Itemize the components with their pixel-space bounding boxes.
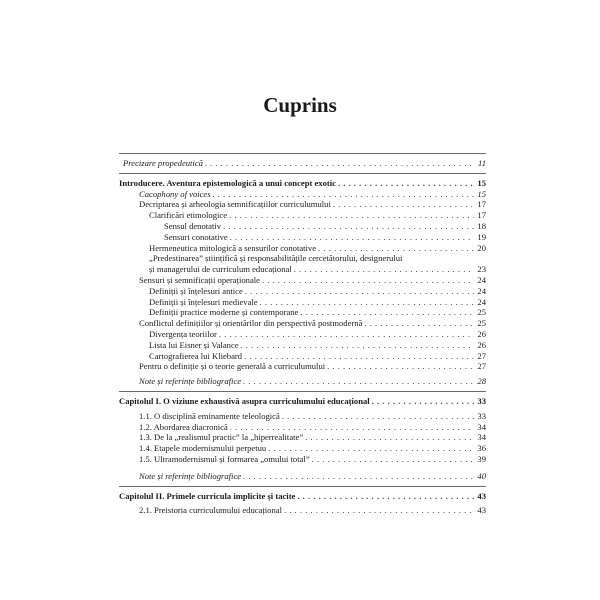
toc-entry[interactable]: Conflictul definițiilor și orientărilor din perspectivă postmodernă . . . 25 [119, 318, 486, 329]
toc-entry[interactable]: 1.5. Ultramodernismul și formarea „omului total” . . . 39 [119, 454, 486, 465]
toc-entry-chapter-1[interactable]: Capitolul I. O viziune exhaustivă asupra curriculumului educațional . . . 33 [119, 396, 486, 407]
toc-entry[interactable]: Cartografierea lui Kliebard . . . 27 [119, 351, 486, 362]
toc-entry-notes[interactable]: Note și referințe bibliografice . . . 28 [119, 376, 486, 387]
toc-entry-introduction[interactable]: Introducere. Aventura epistemologică a unui concept exotic . . . 15 [119, 178, 486, 189]
toc-entry[interactable]: Pentru o definiție și o teorie generală a curriculumului . . . 27 [119, 361, 486, 372]
toc-entry[interactable]: 1.2. Abordarea diacronică . . . 34 [119, 422, 486, 433]
toc-entry[interactable]: Sensuri conotative . . . 19 [119, 232, 486, 243]
table-of-contents [119, 153, 486, 516]
toc-entry[interactable]: „Predestinarea” științifică și responsabilitățile cercetătorului, designerului [149, 253, 403, 264]
toc-entry[interactable]: Lista lui Eisner și Valance . . . 26 [119, 340, 486, 351]
toc-entry[interactable]: Hermeneutica mitologică a sensurilor conotative . . . 20 [119, 243, 486, 254]
toc-entry[interactable]: 1.4. Etapele modernismului perpetuu . . . 36 [119, 443, 486, 454]
toc-entry-chapter-2[interactable]: Capitolul II. Primele curricula implicite și tacite . . . 43 [119, 491, 486, 502]
toc-entry[interactable]: Definiții și înțelesuri antice . . . 24 [119, 286, 486, 297]
toc-entry[interactable]: Definiții și înțelesuri medievale . . . 24 [119, 297, 486, 308]
toc-entry[interactable]: 1.1. O disciplină eminamente teleologică . . . 33 [119, 411, 486, 422]
page-title: Cuprins [263, 93, 337, 117]
toc-entry[interactable]: Cacophony of voices . . . 15 [119, 189, 486, 200]
toc-entry[interactable]: Divergența teoriilor . . . 26 [119, 329, 486, 340]
toc-entry[interactable]: Definiții practice moderne și contemporane . . . 25 [119, 307, 486, 318]
toc-entry[interactable]: și managerului de curriculum educațional . . . 23 [119, 264, 486, 275]
toc-entry[interactable]: Decriptarea și arheologia semnificațiilor curriculumului . . . 17 [119, 199, 486, 210]
toc-entry[interactable]: 2.1. Preistoria curriculumului educațional . . . 43 [119, 505, 486, 516]
toc-entry[interactable]: Sensuri și semnificații operaționale . . . 24 [119, 275, 486, 286]
toc-entry[interactable]: Sensul denotativ . . . 18 [119, 221, 486, 232]
toc-entry-preface[interactable]: Precizare propedeutică . . . 11 [119, 158, 486, 169]
toc-entry[interactable]: Clarificări etimologice . . . 17 [119, 210, 486, 221]
toc-entry-notes[interactable]: Note și referințe bibliografice . . . 40 [119, 471, 486, 482]
toc-entry[interactable]: 1.3. De la „realismul practic” la „hiperrealitate” . . . 34 [119, 432, 486, 443]
